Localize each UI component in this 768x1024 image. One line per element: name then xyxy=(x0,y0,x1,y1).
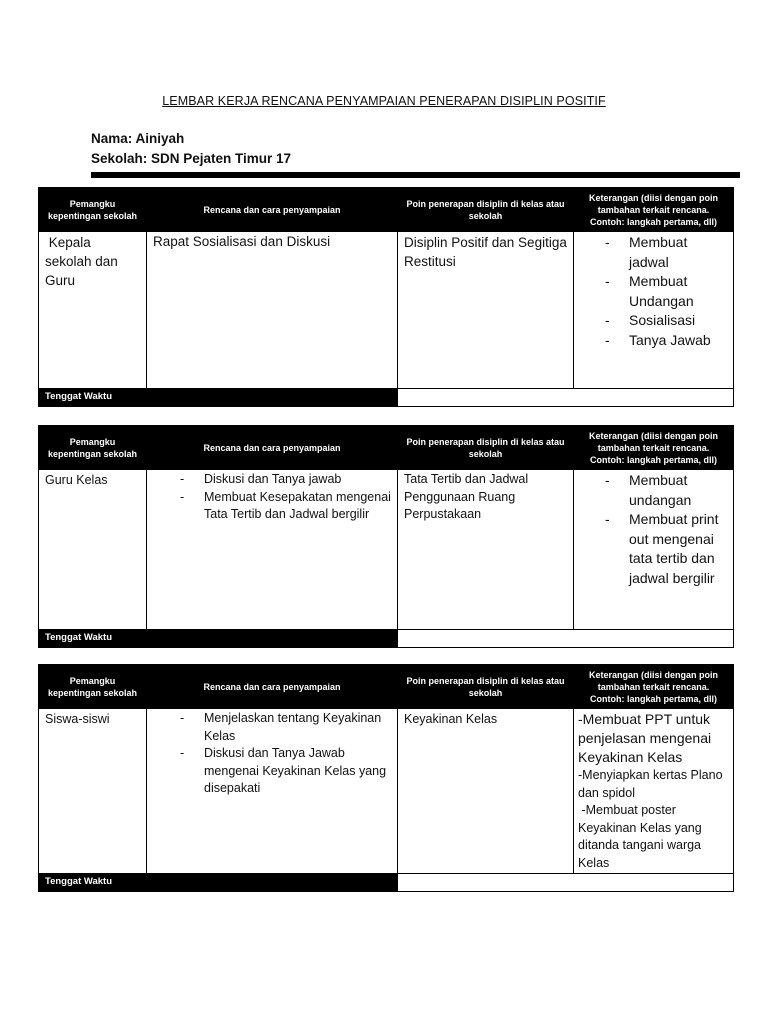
plan-cell xyxy=(147,709,398,874)
notes-cell xyxy=(574,709,734,874)
list-item: - Membuat Kesepakatan mengenai Tata Tertib dan Jadwal bergilir xyxy=(153,489,391,524)
header-stakeholder: Pemangku kepentingan sekolah xyxy=(39,188,147,232)
list-item: - Menjelaskan tentang Keyakinan Kelas xyxy=(153,710,391,745)
deadline-label: Tenggat Waktu xyxy=(39,874,398,892)
table-header-row xyxy=(39,426,734,470)
deadline-label: Tenggat Waktu xyxy=(39,630,398,648)
stakeholder-cell: Guru Kelas xyxy=(39,470,147,630)
list-item: - Diskusi dan Tanya Jawab mengenai Keyakinan Kelas yang disepakati xyxy=(153,745,391,798)
table-header-row xyxy=(39,665,734,709)
stakeholder-cell: Siswa-siswi xyxy=(39,709,147,874)
deadline-value xyxy=(398,389,734,407)
header-plan: Rencana dan cara penyampaian xyxy=(147,188,398,232)
list-item: -Membuat PPT untuk penjelasan mengenai Keyakinan Kelas xyxy=(578,711,712,765)
header-notes: Keterangan (diisi dengan poin tambahan terkait rencana. Contoh: langkah pertama, dll) xyxy=(574,426,734,470)
header-plan: Rencana dan cara penyampaian xyxy=(147,665,398,709)
plan-list xyxy=(153,710,391,798)
table-row xyxy=(39,232,734,389)
table-row xyxy=(39,470,734,630)
name-line: Nama: Ainiyah xyxy=(91,131,185,146)
plan-cell: Rapat Sosialisasi dan Diskusi xyxy=(147,232,398,389)
notes-list xyxy=(578,471,729,588)
list-item: - Membuat jadwal xyxy=(578,233,729,272)
points-cell: Keyakinan Kelas xyxy=(398,709,574,874)
school-line: Sekolah: SDN Pejaten Timur 17 xyxy=(91,151,292,166)
plan-list xyxy=(153,471,391,524)
notes-cell xyxy=(574,232,734,389)
plan-table-3 xyxy=(38,664,734,892)
document-title: LEMBAR KERJA RENCANA PENYAMPAIAN PENERAPAN DISIPLIN POSITIF xyxy=(162,94,606,108)
header-notes: Keterangan (diisi dengan poin tambahan terkait rencana. Contoh: langkah pertama, dll) xyxy=(574,665,734,709)
list-item: - Membuat Undangan xyxy=(578,272,729,311)
table-row xyxy=(39,709,734,874)
list-item: - Tanya Jawab xyxy=(578,331,729,351)
list-item: - Sosialisasi xyxy=(578,311,729,331)
deadline-value xyxy=(398,874,734,892)
deadline-row xyxy=(39,874,734,892)
list-item: -Membuat poster Keyakinan Kelas yang ditanda tangani warga Kelas xyxy=(578,803,706,870)
points-cell: Disiplin Positif dan Segitiga Restitusi xyxy=(398,232,574,389)
deadline-label: Tenggat Waktu xyxy=(39,389,398,407)
plan-table-1 xyxy=(38,187,734,407)
notes-cell xyxy=(574,470,734,630)
list-item: - Diskusi dan Tanya jawab xyxy=(153,471,391,489)
header-points: Poin penerapan disiplin di kelas atau sekolah xyxy=(398,665,574,709)
header-points: Poin penerapan disiplin di kelas atau sekolah xyxy=(398,188,574,232)
deadline-value xyxy=(398,630,734,648)
list-item: -Menyiapkan kertas Plano dan spidol xyxy=(578,768,723,800)
header-stakeholder: Pemangku kepentingan sekolah xyxy=(39,426,147,470)
plan-cell xyxy=(147,470,398,630)
list-item: - Membuat undangan xyxy=(578,471,729,510)
stakeholder-cell: Kepala sekolah dan Guru xyxy=(39,232,147,389)
header-plan: Rencana dan cara penyampaian xyxy=(147,426,398,470)
list-item: - Membuat print out mengenai tata tertib dan jadwal bergilir xyxy=(578,510,729,588)
plan-table-2 xyxy=(38,425,734,648)
deadline-row xyxy=(39,389,734,407)
table-header-row xyxy=(39,188,734,232)
header-notes: Keterangan (diisi dengan poin tambahan terkait rencana. Contoh: langkah pertama, dll) xyxy=(574,188,734,232)
header-points: Poin penerapan disiplin di kelas atau sekolah xyxy=(398,426,574,470)
deadline-row xyxy=(39,630,734,648)
notes-list xyxy=(578,233,729,350)
points-cell: Tata Tertib dan Jadwal Penggunaan Ruang Perpustakaan xyxy=(398,470,574,630)
header-stakeholder: Pemangku kepentingan sekolah xyxy=(39,665,147,709)
header-divider xyxy=(91,172,740,178)
